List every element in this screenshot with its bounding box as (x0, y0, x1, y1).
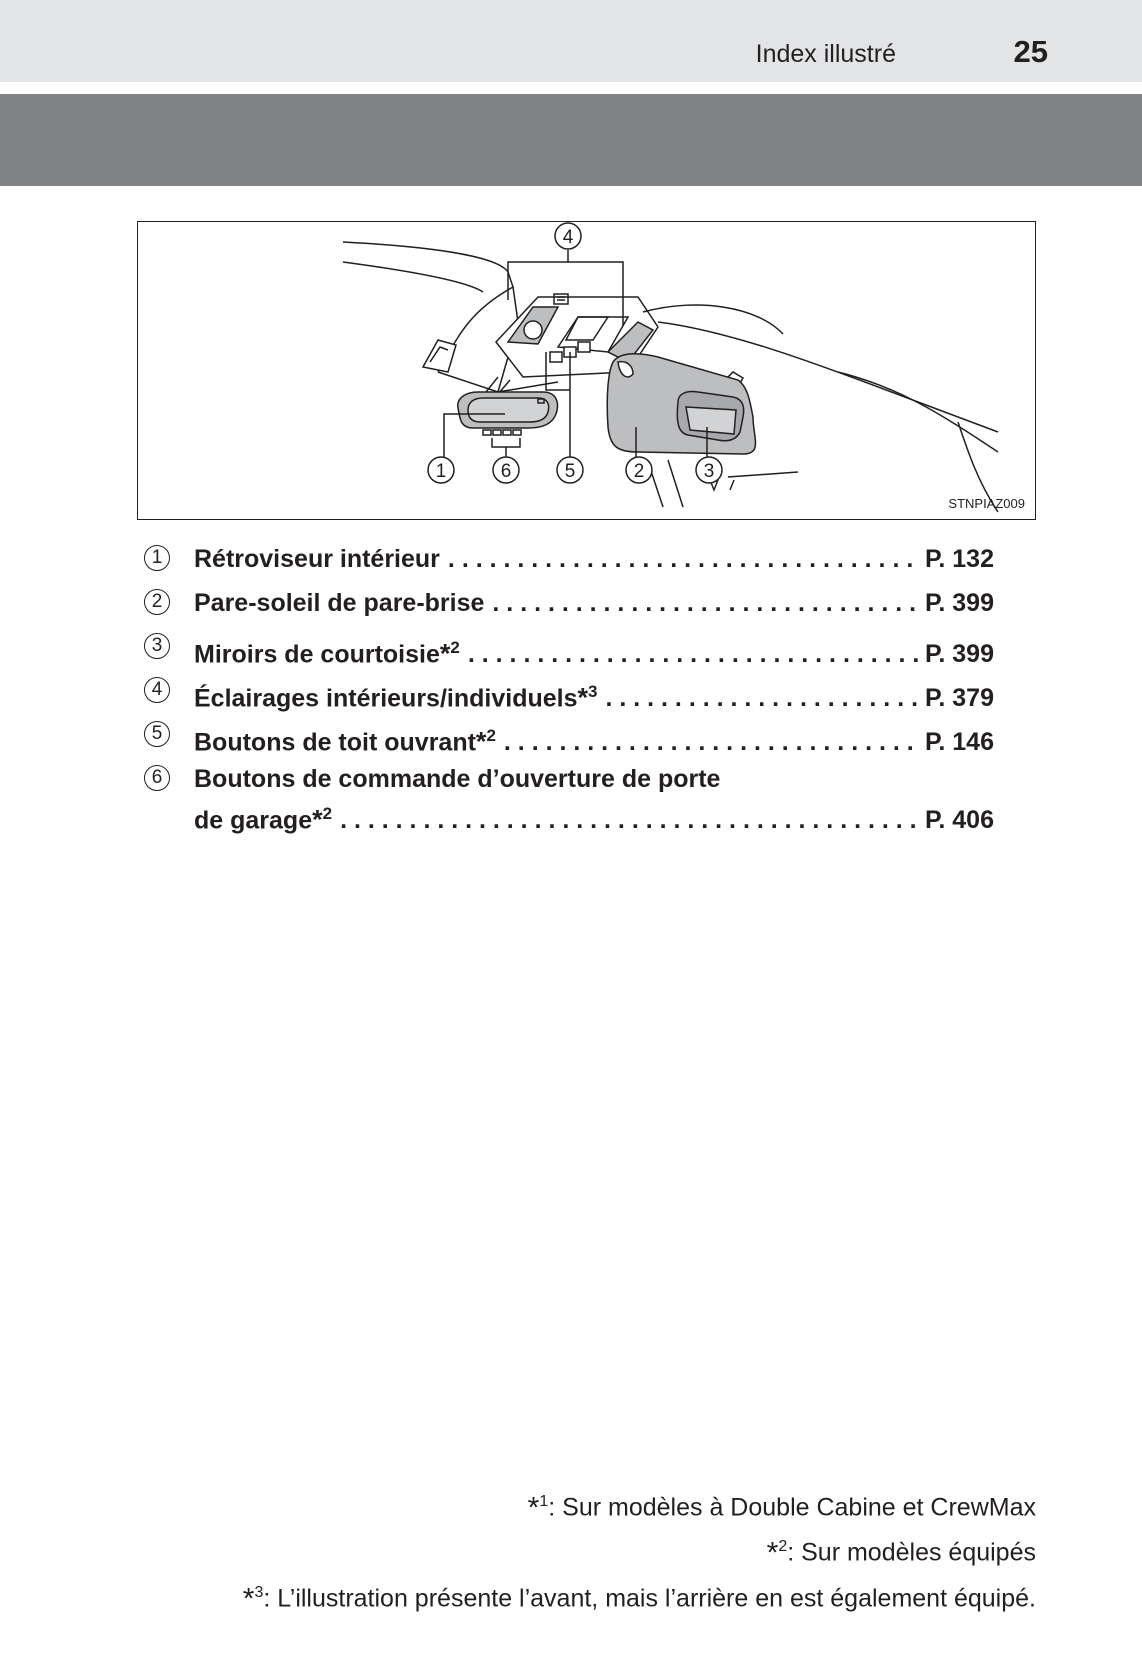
callout-1: 1 (435, 461, 447, 482)
footnote-marker: * (439, 638, 451, 669)
header-band (0, 0, 1142, 82)
item-label: Rétroviseur intérieur (194, 545, 440, 573)
page-ref-link[interactable]: P. 132 (924, 545, 994, 573)
callout-3: 3 (703, 461, 715, 482)
page-ref-link[interactable]: P. 146 (924, 728, 994, 757)
list-item (144, 675, 994, 719)
leader-dots (605, 682, 918, 715)
page-ref-link[interactable]: P. 399 (924, 640, 994, 669)
callout-5: 5 (564, 461, 576, 482)
callout-2: 2 (633, 461, 645, 482)
leader-dots (448, 543, 919, 576)
section-title: Index illustré (755, 40, 896, 68)
item-label-continued: de garage (194, 806, 313, 835)
leader-dots (492, 587, 919, 620)
list-item (144, 631, 994, 675)
footnote-marker: * (577, 682, 588, 713)
overhead-console-illustration (138, 222, 1037, 521)
title-band (0, 94, 1142, 186)
footnote: *$^2$: Sur modèles équipés (766, 1536, 1036, 1570)
item-number: 2 (144, 589, 170, 615)
item-label: Miroirs de courtoisie (194, 640, 440, 669)
item-label: Éclairages intérieurs/individuels (194, 684, 578, 713)
item-number: 4 (144, 677, 170, 703)
footnote: *$^1$: Sur modèles à Double Cabine et CrewMax (527, 1491, 1036, 1525)
footnote: *$^3$: L’illustration présente l’avant, mais l’arrière en est également équipé. (242, 1581, 1036, 1615)
leader-dots (468, 638, 919, 671)
list-item (144, 763, 994, 843)
item-number: 6 (144, 765, 170, 791)
footnote-ref: 2 (486, 726, 496, 745)
leader-dots (340, 804, 919, 837)
item-number: 3 (144, 633, 170, 659)
page-ref-link[interactable]: P. 399 (924, 589, 994, 617)
footnote-ref: 2 (322, 804, 333, 823)
page-number: 25 (1013, 34, 1048, 69)
item-label: Pare-soleil de pare-brise (194, 589, 485, 617)
illustration-figure (137, 221, 1036, 520)
footnote-ref: 2 (450, 638, 460, 657)
page-ref-link[interactable]: P. 406 (924, 806, 994, 835)
footnote-marker: * (475, 726, 487, 757)
list-item (144, 543, 994, 587)
item-list (144, 543, 994, 843)
figure-code: STNPIAZ009 (948, 496, 1025, 511)
footnote-ref: 3 (588, 682, 598, 701)
callout-4: 4 (562, 227, 574, 248)
list-item (144, 719, 994, 763)
footnotes (243, 1482, 1036, 1618)
list-item (144, 587, 994, 631)
page-ref-link[interactable]: P. 379 (924, 684, 994, 713)
item-label: Boutons de toit ouvrant (194, 728, 476, 757)
leader-dots (504, 726, 919, 759)
item-label: Boutons de commande d’ouverture de porte (194, 765, 721, 793)
callout-6: 6 (500, 461, 512, 482)
footnote-marker: * (312, 804, 323, 835)
item-number: 5 (144, 721, 170, 747)
item-number: 1 (144, 545, 170, 571)
